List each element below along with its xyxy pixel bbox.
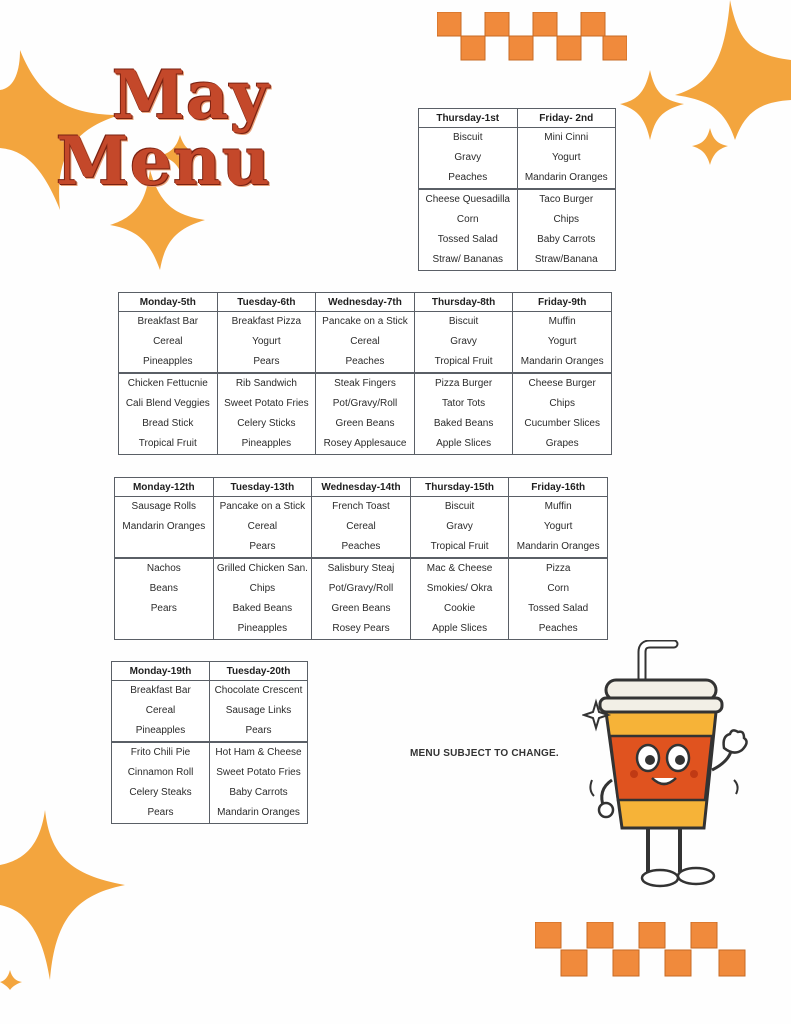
menu-item: Rosey Pears — [332, 623, 390, 634]
menu-item: Tossed Salad — [437, 234, 498, 245]
week-4-header-row — [112, 662, 308, 681]
breakfast-cell — [213, 497, 312, 559]
menu-item: Gravy — [446, 521, 473, 532]
menu-item: Biscuit — [444, 501, 475, 512]
menu-item: Grilled Chicken San. — [216, 563, 308, 574]
menu-item: Chips — [549, 398, 575, 409]
menu-item: Baby Carrots — [229, 787, 288, 798]
lunch-cell — [517, 189, 616, 271]
day-header: Thursday-8th — [414, 293, 513, 312]
menu-item: Grapes — [545, 438, 579, 449]
day-header: Tuesday-20th — [210, 662, 308, 681]
menu-item: Mini Cinni — [544, 132, 589, 143]
week-1-lunch-row — [419, 189, 616, 271]
breakfast-cell — [316, 312, 415, 374]
menu-item: Mandarin Oranges — [217, 807, 300, 818]
menu-item: Baby Carrots — [537, 234, 596, 245]
menu-item: Green Beans — [331, 603, 391, 614]
lunch-cell — [112, 742, 210, 824]
lunch-cell — [210, 742, 308, 824]
lunch-cell — [119, 373, 218, 455]
menu-item: Pizza Burger — [434, 378, 493, 389]
menu-item: Taco Burger — [539, 194, 594, 205]
breakfast-cell — [410, 497, 509, 559]
menu-item: Nachos — [146, 563, 181, 574]
menu-item: Pot/Gravy/Roll — [328, 583, 394, 594]
breakfast-cell — [509, 497, 608, 559]
menu-item: Cereal — [350, 336, 380, 347]
menu-item: Cereal — [153, 336, 183, 347]
menu-item: Frito Chili Pie — [130, 747, 191, 758]
menu-item: Muffin — [548, 316, 576, 327]
menu-item: Breakfast Bar — [130, 685, 191, 696]
lunch-cell — [414, 373, 513, 455]
menu-item: Cucumber Slices — [524, 418, 600, 429]
breakfast-cell — [513, 312, 612, 374]
menu-item: Cinnamon Roll — [127, 767, 194, 778]
menu-item: Biscuit — [453, 132, 483, 143]
day-header: Monday-12th — [115, 478, 214, 497]
breakfast-cell — [217, 312, 316, 374]
week-1-breakfast-row — [419, 128, 616, 190]
day-header: Friday-16th — [509, 478, 608, 497]
menu-week-4 — [111, 661, 308, 824]
menu-item: Hot Ham & Cheese — [215, 747, 302, 758]
day-header: Friday- 2nd — [517, 109, 616, 128]
menu-item: Peaches — [538, 623, 578, 634]
checkerboard-decoration-top — [437, 12, 627, 62]
menu-item: Beans — [149, 583, 178, 594]
menu-item: Cheese Burger — [528, 378, 596, 389]
menu-week-3 — [114, 477, 608, 640]
day-header: Monday-5th — [119, 293, 218, 312]
day-header: Monday-19th — [112, 662, 210, 681]
menu-item: Breakfast Bar — [137, 316, 199, 327]
menu-item: Chicken Fettucnie — [127, 378, 208, 389]
orange-sparkle-decoration-bottom-left — [0, 810, 140, 990]
menu-item: Tropical Fruit — [138, 438, 197, 449]
menu-item: Pineapples — [143, 356, 193, 367]
week-3-breakfast-row — [115, 497, 608, 559]
menu-item: Mandarin Oranges — [524, 172, 608, 183]
day-header: Thursday-15th — [410, 478, 509, 497]
menu-item: Pears — [147, 807, 174, 818]
menu-item: Bread Stick — [142, 418, 194, 429]
menu-item: Mandarin Oranges — [520, 356, 604, 367]
week-3-header-row — [115, 478, 608, 497]
menu-item: French Toast — [332, 501, 390, 512]
menu-item: Straw/Banana — [534, 254, 598, 265]
menu-item: Tropical Fruit — [430, 541, 489, 552]
page-title — [56, 56, 272, 200]
menu-item: Cali Blend Veggies — [125, 398, 210, 409]
menu-item: Pineapples — [237, 623, 288, 634]
menu-item: Peaches — [448, 172, 488, 183]
menu-item: Cookie — [444, 603, 476, 614]
day-header: Tuesday-6th — [217, 293, 316, 312]
day-header: Thursday-1st — [419, 109, 518, 128]
menu-item: Cereal — [346, 521, 376, 532]
menu-item: Pears — [150, 603, 177, 614]
menu-item: Straw/ Bananas — [432, 254, 504, 265]
orange-sparkle-decoration-top-right — [620, 0, 791, 170]
lunch-cell — [213, 558, 312, 640]
week-2-lunch-row — [119, 373, 612, 455]
day-header: Tuesday-13th — [213, 478, 312, 497]
drink-cup-mascot-illustration — [582, 640, 757, 895]
lunch-cell — [316, 373, 415, 455]
week-4-breakfast-row — [112, 681, 308, 743]
menu-item: Mandarin Oranges — [516, 541, 600, 552]
menu-item — [115, 537, 213, 557]
menu-item: Corn — [456, 214, 479, 225]
lunch-cell — [410, 558, 509, 640]
breakfast-cell — [517, 128, 616, 190]
menu-subject-to-change-notice: MENU SUBJECT TO CHANGE. — [410, 748, 559, 759]
menu-week-1 — [418, 108, 616, 271]
breakfast-cell — [119, 312, 218, 374]
day-header: Friday-9th — [513, 293, 612, 312]
menu-item: Yogurt — [551, 152, 581, 163]
menu-item: Steak Fingers — [334, 378, 396, 389]
menu-item: Yogurt — [547, 336, 577, 347]
day-header: Wednesday-7th — [316, 293, 415, 312]
menu-item: Gravy — [454, 152, 482, 163]
breakfast-cell — [414, 312, 513, 374]
menu-item: Biscuit — [448, 316, 479, 327]
menu-week-2 — [118, 292, 612, 455]
breakfast-cell — [112, 681, 210, 743]
menu-item: Pears — [245, 725, 272, 736]
menu-item — [115, 619, 213, 639]
lunch-cell — [513, 373, 612, 455]
menu-item: Tropical Fruit — [434, 356, 493, 367]
menu-item: Pizza — [545, 563, 571, 574]
menu-item: Chips — [553, 214, 580, 225]
menu-item: Peaches — [345, 356, 385, 367]
menu-item: Celery Steaks — [129, 787, 192, 798]
week-4-lunch-row — [112, 742, 308, 824]
week-3-lunch-row — [115, 558, 608, 640]
checkerboard-decoration-bottom — [535, 922, 747, 978]
week-2-header-row — [119, 293, 612, 312]
menu-item: Yogurt — [252, 336, 281, 347]
menu-item: Pot/Gravy/Roll — [332, 398, 398, 409]
menu-item: Peaches — [341, 541, 381, 552]
day-header: Wednesday-14th — [312, 478, 411, 497]
menu-item: Corn — [547, 583, 570, 594]
menu-item: Sausage Links — [225, 705, 292, 716]
title-line-2: Menu — [56, 122, 272, 200]
menu-item: Pancake on a Stick — [322, 316, 408, 327]
menu-item: Cereal — [247, 521, 278, 532]
breakfast-cell — [312, 497, 411, 559]
menu-item: Celery Sticks — [237, 418, 296, 429]
menu-item: Green Beans — [335, 418, 395, 429]
menu-item: Mac & Cheese — [426, 563, 493, 574]
menu-item: Tator Tots — [441, 398, 486, 409]
menu-item: Apple Slices — [436, 438, 492, 449]
menu-item: Yogurt — [543, 521, 573, 532]
breakfast-cell — [210, 681, 308, 743]
menu-item: Apple Slices — [432, 623, 488, 634]
breakfast-cell — [115, 497, 214, 559]
menu-item: Sausage Rolls — [131, 501, 197, 512]
lunch-cell — [217, 373, 316, 455]
menu-item: Pears — [249, 541, 276, 552]
menu-item: Breakfast Pizza — [231, 316, 302, 327]
menu-item: Gravy — [450, 336, 477, 347]
menu-item: Salisbury Steaj — [327, 563, 395, 574]
menu-item: Tossed Salad — [528, 603, 589, 614]
menu-item: Chocolate Crescent — [214, 685, 303, 696]
lunch-cell — [419, 189, 518, 271]
lunch-cell — [509, 558, 608, 640]
menu-item: Muffin — [544, 501, 572, 512]
menu-item: Pears — [253, 356, 280, 367]
menu-item: Sweet Potato Fries — [224, 398, 309, 409]
breakfast-cell — [419, 128, 518, 190]
week-2-breakfast-row — [119, 312, 612, 374]
title-line-1: May — [112, 56, 270, 134]
menu-item: Cheese Quesadilla — [425, 194, 510, 205]
menu-item: Pineapples — [241, 438, 292, 449]
lunch-cell — [312, 558, 411, 640]
menu-item: Baked Beans — [232, 603, 293, 614]
menu-item: Pineapples — [135, 725, 186, 736]
menu-item: Mandarin Oranges — [122, 521, 206, 532]
menu-item: Rib Sandwich — [235, 378, 297, 389]
menu-item: Rosey Applesauce — [323, 438, 407, 449]
menu-item: Smokies/ Okra — [426, 583, 493, 594]
menu-item: Chips — [249, 583, 276, 594]
menu-item: Pancake on a Stick — [219, 501, 306, 512]
week-1-header-row — [419, 109, 616, 128]
menu-item: Baked Beans — [433, 418, 494, 429]
menu-item: Sweet Potato Fries — [216, 767, 301, 778]
lunch-cell — [115, 558, 214, 640]
menu-item: Cereal — [145, 705, 176, 716]
